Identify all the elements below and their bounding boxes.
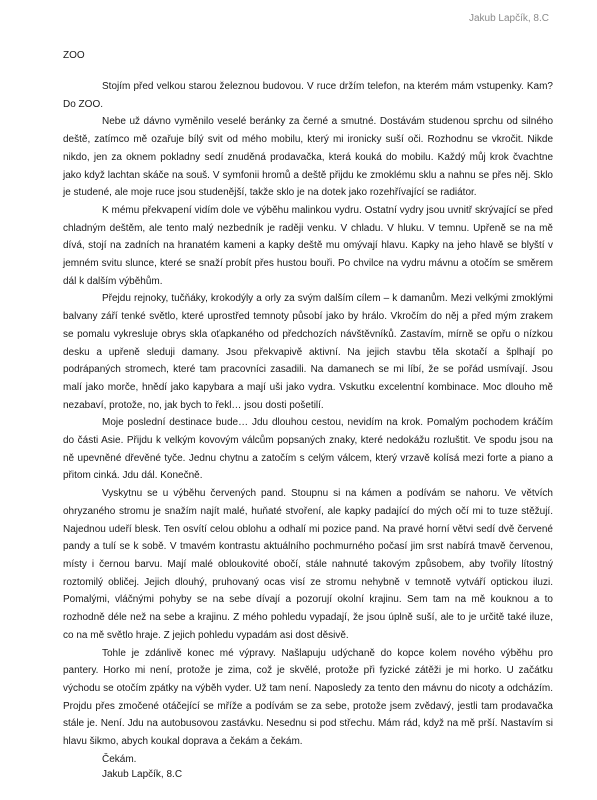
paragraph: Tohle je zdánlivě konec mé výpravy. Našlapuju udýchaně do kopce kolem nového výběhu pro pantery. Horko mi není, protože je zima, což je skvělé, protože při fyzické zátěži je mi horko. U začátku východu se otočím zpátky na výběh vyder. Už tam není. Naposledy za tento den mávnu do nicoty a odcházím. Projdu přes zmočené otáčející se mříže a podívám se za sebe, protože jsem zvědavý, jestli tam prodavačka stále je. Není. Jdu na autobusovou zastávku. Nesednu si pod střechu. Mám rád, když na mě prší. Nastavím si hlavu šikmo, abych koukal doprava a čekám a čekám. [63, 647, 553, 748]
paragraph: Nebe už dávno vyměnilo veselé beránky za černé a smutné. Dostávám studenou sprchu od silného deště, zatímco mě ozařuje bílý svit od mého mobilu, který mi ironicky suší oči. Rozhodnu se vkročit. Nikde nikdo, jen za oknem pokladny sedí znuděná prodavačka, která kouká do mobilu. Každý můj krok čvachtne jako když lachtan skáče na souš. V symfonii hromů a deště přijdu ke zmoklému sklu a nahnu se přes něj. Sklo je studené, ale moje ruce jsou studenější, takže sklo je na dotek jako rozehřívající se radiátor. [63, 116, 553, 199]
paragraph: Vyskytnu se u výběhu červených pand. Stoupnu si na kámen a podívám se nahoru. Ve větvích ohryzaného stromu je snažím najít malé, huňaté stvoření, ale kapky padající do mých očí mi to tuze stěžují. Najednou udeří blesk. Ten osvítí celou oblohu a odhalí mi pozice pand. Na pravé horní větvi sedí dvě červené pandy a tulí se k sobě. V tmavém kontrastu aktuálního pochmurného počasí jim srst nabírá tmavě červenou, místy i černou barvu. Mají malé obloukovité obočí, stále nahnuté takovým způsobem, aby tvořily lítostný roztomilý obličej. Jejich dlouhý, pruhovaný ocas visí ze stromu nehybně v temnotě vytváří optickou iluzi. Pomalými, vláčnými pohyby se na sebe dívají a pozorují okolní krajinu. Sem tam na mě kouknou a to rozhodně déle než na sebe a krajinu. Z mého pohledu vypadají, že jsou úplně suší, ale to je určitě také iluze, co na mě světlo hraje. Z jejich pohledu vypadám asi dost děsivě. [63, 488, 553, 641]
paragraph: Stojím před velkou starou železnou budovou. V ruce držím telefon, na kterém mám vstupenky. Kam? Do ZOO. [63, 81, 553, 110]
header-author: Jakub Lapčík, 8.C [468, 13, 549, 24]
paragraph: Přejdu rejnoky, tučňáky, krokodýly a orly za svým dalším cílem – k damanům. Mezi velkými zmoklými balvany září tenké světlo, které uprostřed temnoty působí jako by hrálo. Vkročím do něj a před mým zrakem se pomalu vykresluje obrys skla oťapkaného od předchozích návštěvníků. Zastavím, mírně se opřu o nízkou desku a upřeně sleduji damany. Jsou překvapivě aktivní. Na jejich stavbu těla skotačí a šplhají po podrápaných stromech, které tam pracovníci zasadili. Na damanech se mi líbí, že se pořád usmívají. Jsou malí jako morče, hnědí jako kapybara a mají uši jako vydra. Vskutku excelentní kombinace. Moc dlouho mě nezabaví, protože, no, jak bych to řekl… jsou dosti pošetilí. [63, 293, 553, 411]
paragraph: K mému překvapení vidím dole ve výběhu malinkou vydru. Ostatní vydry jsou uvnitř skrývající se před chladným deštěm, ale tento malý nezbedník je raději venku. V chladu. V hluku. V temnu. Upřeně se na mě dívá, stojí na zadních na hranatém kameni a kapky deště mu omývají hlavu. Kapky na jeho hlavě se blyští v jemném svitu slunce, které se snaží probít přes hustou bouři. Po chvilce na vydru mávnu a otočím se směrem dál k dalším výběhům. [63, 204, 553, 287]
signature: Jakub Lapčík, 8.C [102, 769, 183, 780]
paragraph: Moje poslední destinace bude… Jdu dlouhou cestou, nevidím na krok. Pomalým pochodem kráčím do části Asie. Přijdu k velkým kovovým válcům popsaných znaky, které nedokážu rozluštit. Ve spodu jsou na ně upevněné dřevěné tyče. Jednu chytnu a zatočím s celým válcem, který vrzavě kolísá mezi forte a piano a přitom cinká. Jdu dál. Konečně. [63, 417, 553, 482]
document-title: ZOO [63, 50, 85, 61]
document-body [63, 78, 553, 768]
paragraph: Čekám. [102, 753, 137, 765]
